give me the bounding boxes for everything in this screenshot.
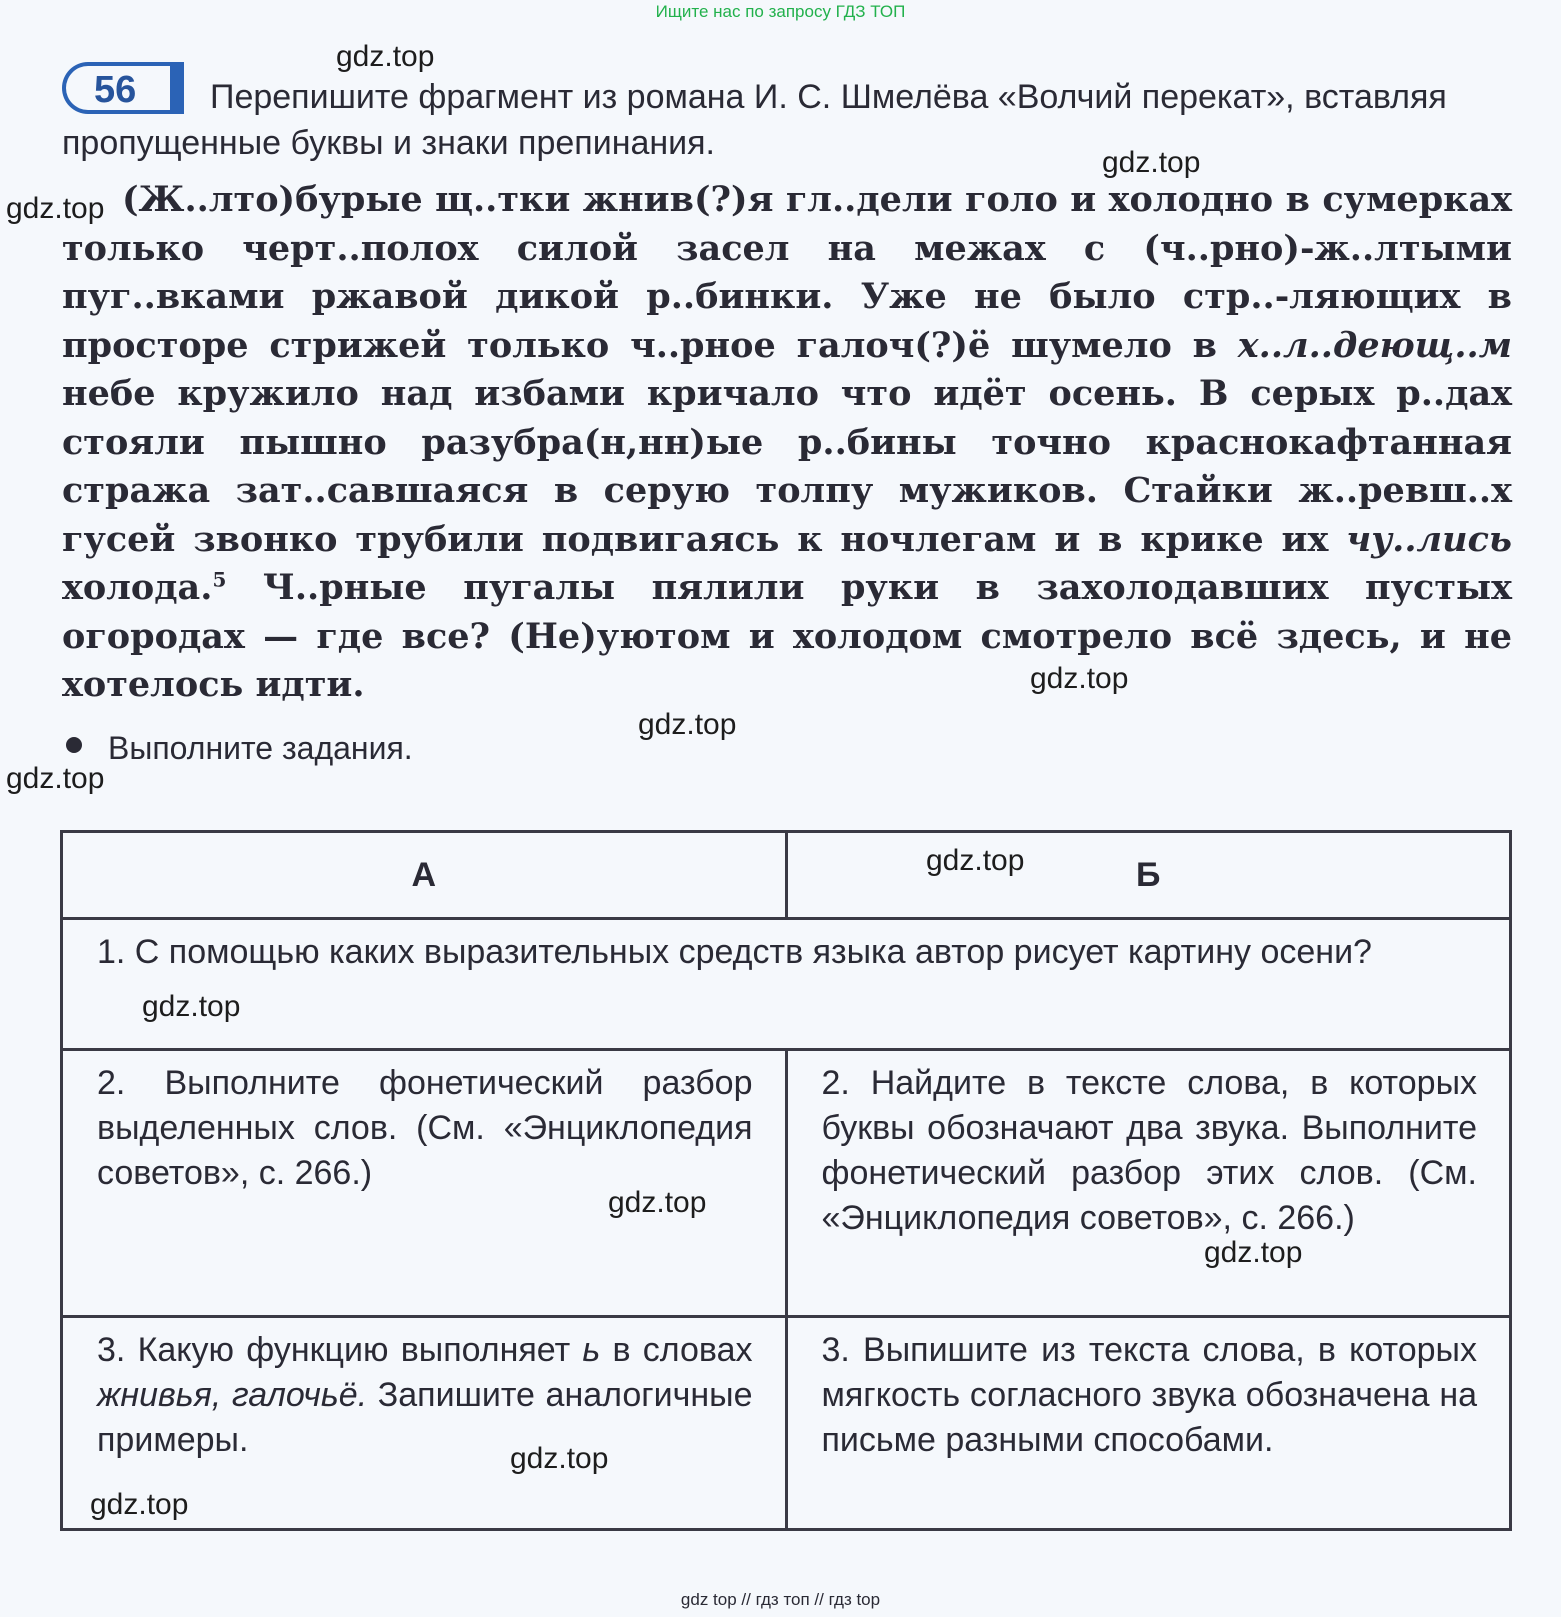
watermark: gdz.top (1204, 1236, 1303, 1269)
task-cell-3b (786, 1317, 1511, 1530)
tasks-heading (66, 730, 413, 767)
table-row (62, 919, 1511, 1050)
table-header-row (62, 832, 1511, 919)
excerpt-part-4: Ч..рные пугалы пялили руки в захолодавших пустых огородах — где все? (Не)уютом и холодом смотрело всё здесь, и не хотелось идти. (62, 567, 1512, 705)
column-header-b: Б (786, 832, 1511, 919)
task-2b-text: 2. Найдите в тексте слова, в которых буквы обозначают два звука. Выполните фонетический разбор этих слов. (См. «Энциклопедия советов», с. 266.) (821, 1064, 1477, 1237)
task-3a-part: 3. Какую функцию выполняет (97, 1331, 583, 1369)
watermark: gdz.top (638, 708, 737, 741)
task-3b-text: 3. Выпишите из текста слова, в которых мягкость согласного звука обозначена на письме разными способами. (821, 1331, 1477, 1459)
excerpt-highlighted-word-2: чу..лись (1346, 518, 1512, 560)
footnote-marker: 5 (212, 567, 227, 592)
top-banner: Ищите нас по запросу ГДЗ ТОП (655, 2, 906, 21)
exercise-instruction: Перепишите фрагмент из романа И. С. Шмелёва «Волчий перекат», вставляя пропущенные буквы и знаки препинания. (62, 78, 1447, 162)
task-3a-part: Запишите аналогичные примеры. (97, 1376, 753, 1459)
tasks-table (60, 830, 1512, 1531)
excerpt-highlighted-word-1: х..л..деющ..м (1237, 324, 1512, 366)
task-1-text: 1. С помощью каких выразительных средств языка автор рисует картину осени? (97, 933, 1372, 971)
task-3a-example-words: жнивья, галочьё. (97, 1376, 368, 1414)
watermark: gdz.top (90, 1488, 189, 1521)
task-cell-2b (786, 1050, 1511, 1317)
watermark: gdz.top (1030, 662, 1129, 695)
watermark: gdz.top (6, 762, 105, 795)
novel-excerpt (62, 176, 1512, 710)
task-2a-text: 2. Выполните фонетический разбор выделенных слов. (См. «Энциклопедия советов», с. 266.) (97, 1064, 753, 1192)
exercise-number: 56 (94, 69, 137, 111)
excerpt-part-3: холода. (62, 567, 213, 608)
table-row (62, 1317, 1511, 1530)
excerpt-part-2: небе кружило над избами кричало что идёт осень. В серых р..дах стояли пышно разубра(н,нн)ые р..бины точно краснокафтанная стража зат..савшаяся в серую толпу мужиков. Стайки ж..ревш..х гусей звонко трубили подвигаясь к ночлегам и в крике их (62, 373, 1512, 560)
task-3a-soft-sign: ь (582, 1331, 601, 1369)
task-3a-text (63, 1318, 785, 1473)
watermark: gdz.top (926, 844, 1025, 877)
watermark: gdz.top (142, 990, 241, 1023)
excerpt-part-1: (Ж..лто)бурые щ..тки жнив(?)я гл..дели голо и холодно в сумерках только черт..полох силой засел на межах с (ч..рно)-ж..лтыми пуг..вками ржавой дикой р..бинки. Уже не было стр..-ляющих в просторе стрижей только ч..рное галоч(?)ё шумело в (62, 179, 1512, 366)
bottom-banner: gdz top // гдз топ // гдз top (680, 1590, 881, 1609)
bullet-icon (66, 737, 82, 753)
watermark: gdz.top (1102, 146, 1201, 179)
task-cell-1 (62, 919, 1511, 1050)
task-3a-part: в словах (600, 1331, 753, 1369)
watermark: gdz.top (608, 1186, 707, 1219)
watermark: gdz.top (336, 40, 435, 73)
task-cell-2a (62, 1050, 787, 1317)
watermark: gdz.top (510, 1442, 609, 1475)
table-row (62, 1050, 1511, 1317)
tasks-heading-text: Выполните задания. (108, 730, 413, 766)
watermark: gdz.top (6, 192, 105, 225)
column-header-a: А (62, 832, 787, 919)
